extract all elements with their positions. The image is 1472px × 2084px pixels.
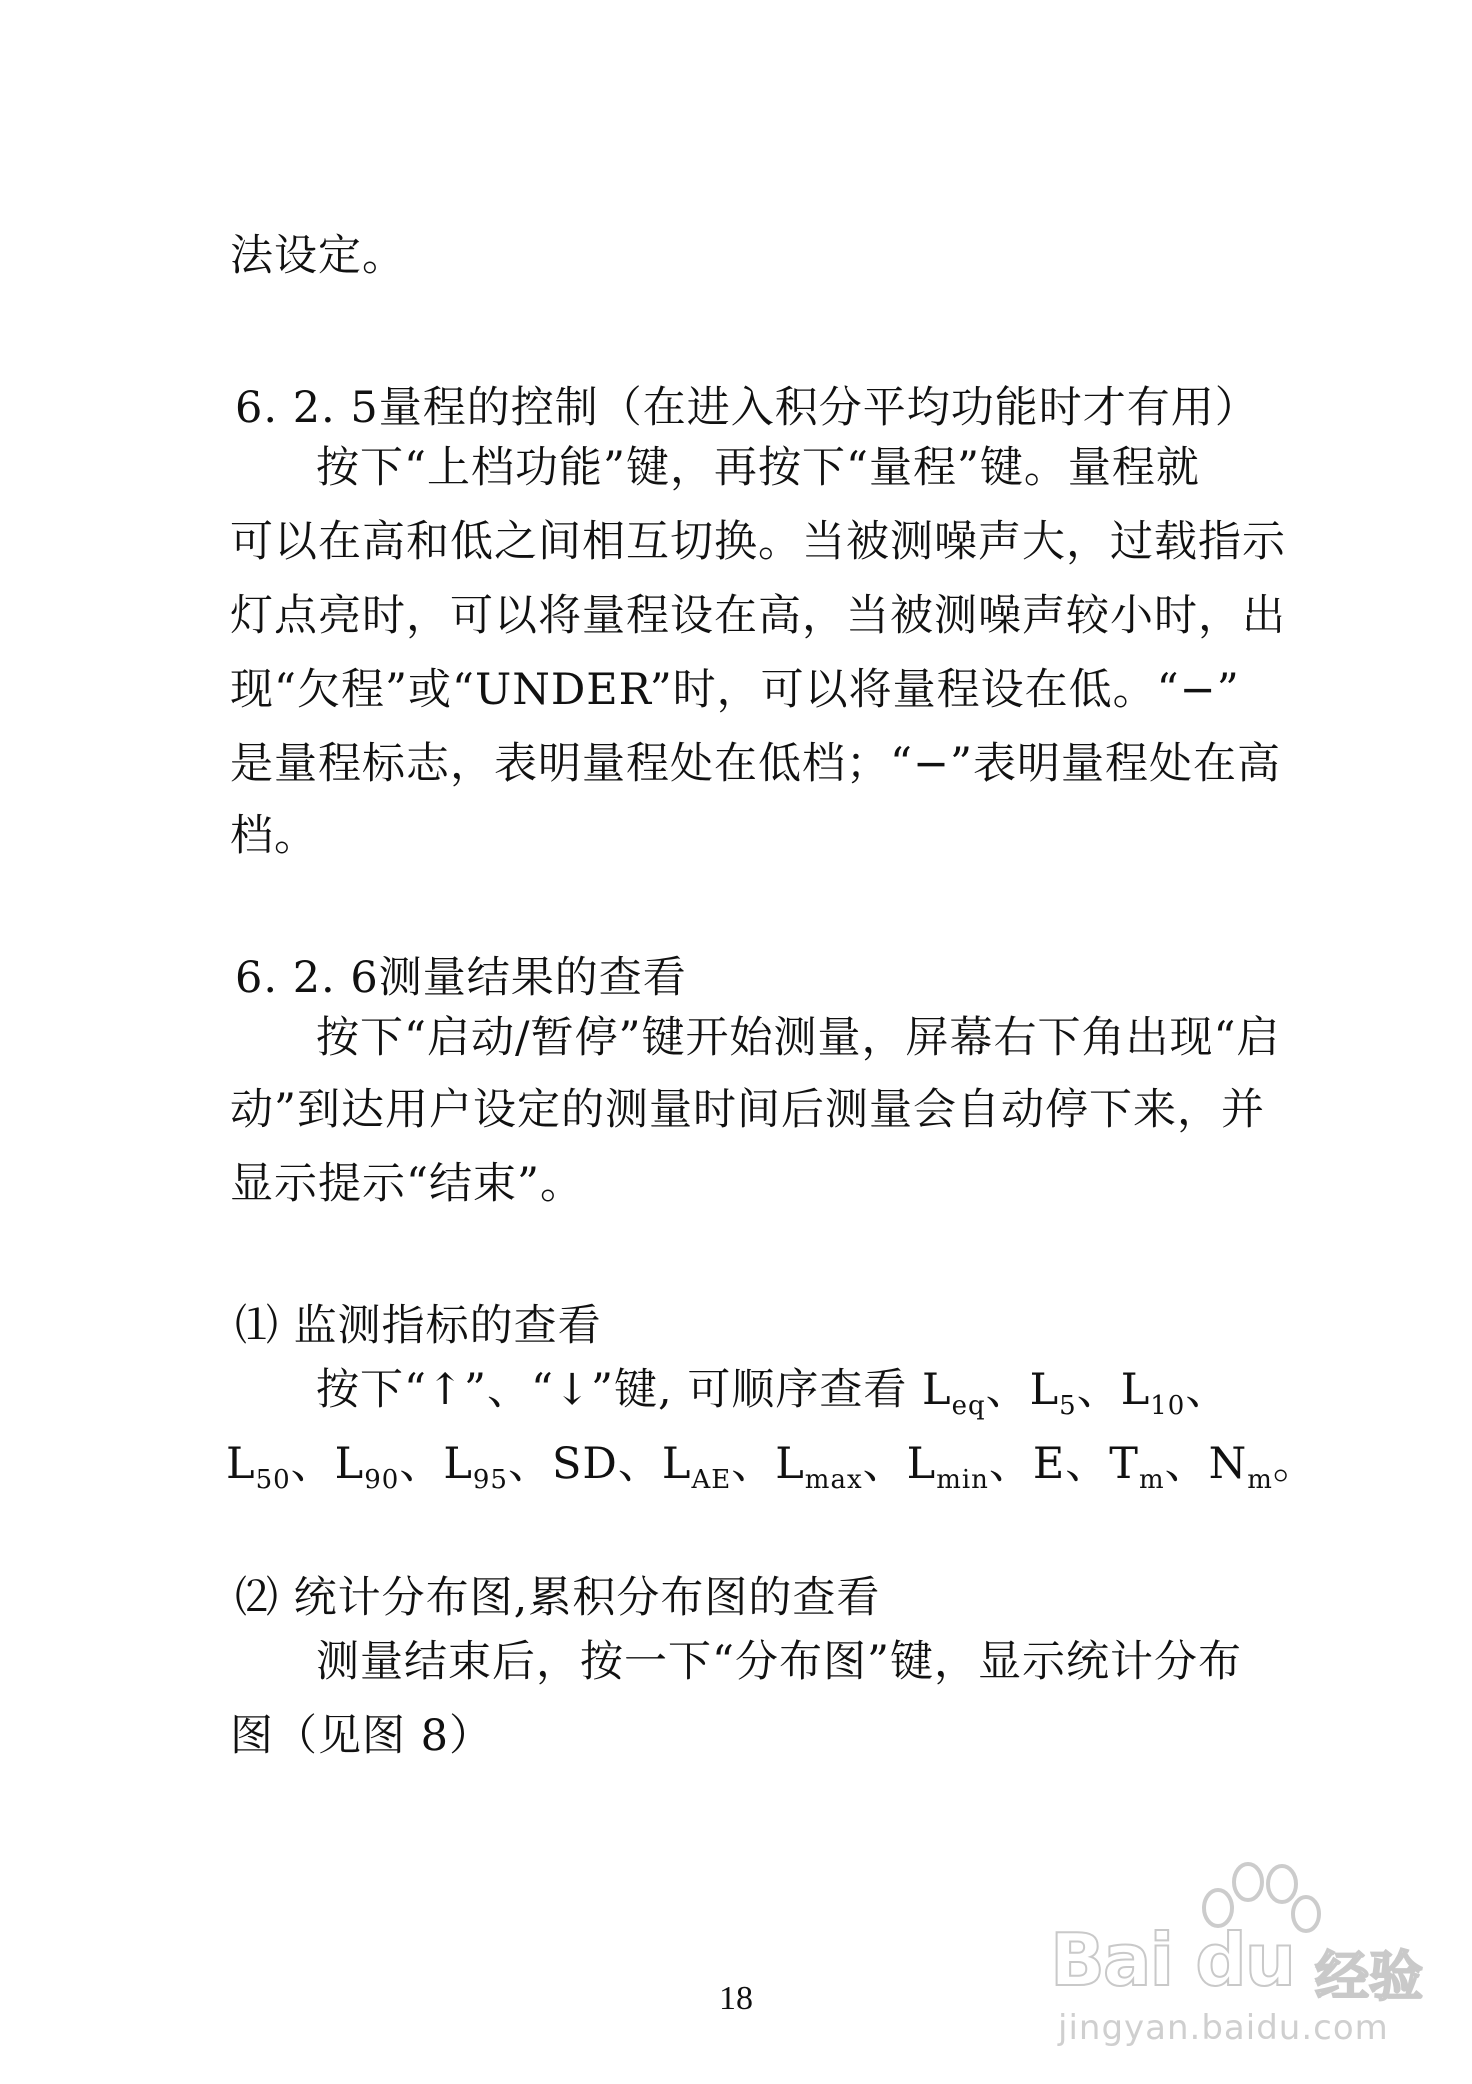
indicator-symbol: N [1208, 1439, 1248, 1489]
paragraph-line: 动”到达用户设定的测量时间后测量会自动停下来，并 [230, 1085, 1265, 1135]
indicator-item [922, 1365, 1030, 1421]
indicator-symbol: L [226, 1439, 256, 1489]
paragraph-line: 显示提示“结束”。 [230, 1159, 584, 1209]
paragraph-line: 是量程标志，表明量程处在低档；“−”表明量程处在高 [230, 739, 1281, 789]
indicator-item [1029, 1365, 1121, 1421]
subsection-heading-1: ⑴ 监测指标的查看 [235, 1301, 602, 1351]
paragraph-line: 现“欠程”或“UNDER”时，可以将量程设在低。“−” [230, 665, 1240, 715]
paragraph-line: 按下“上档功能”键，再按下“量程”键。量程就 [316, 443, 1200, 493]
paragraph-line: 测量结束后，按一下“分布图”键，显示统计分布 [316, 1637, 1242, 1687]
paragraph-line: 法设定。 [230, 231, 406, 281]
indicator-subscript: m [1138, 1465, 1165, 1495]
indicator-symbol: L [906, 1439, 937, 1489]
indicator-item [1120, 1365, 1230, 1421]
indicator-item [226, 1439, 335, 1495]
indicator-symbol: L [922, 1365, 952, 1415]
indicator-subscript: 95 [472, 1465, 508, 1495]
paragraph-line: 按下“启动/暂停”键开始测量，屏幕右下角出现“启 [316, 1013, 1281, 1063]
indicator-item [1109, 1439, 1209, 1495]
indicator-symbol: SD [551, 1439, 618, 1489]
indicator-symbol: T [1109, 1439, 1139, 1489]
indicator-separator: 、 [985, 1365, 1030, 1415]
indicator-symbol: L [775, 1439, 805, 1489]
indicator-line-1 [316, 1362, 1346, 1421]
indicator-subscript: min [936, 1465, 989, 1495]
indicator-subscript: 90 [364, 1465, 400, 1495]
indicator-item [661, 1439, 776, 1495]
indicator-separator: 、 [507, 1439, 552, 1489]
indicator-separator: 、 [731, 1439, 776, 1489]
section-heading-6-2-5: 6. 2. 5量程的控制（在进入积分平均功能时才有用） [235, 383, 1259, 433]
indicator-item [443, 1439, 552, 1495]
indicator-separator: 、 [1076, 1365, 1121, 1415]
watermark-url: jingyan.baidu.com [1058, 2008, 1389, 2048]
indicator-list-1 [922, 1365, 1230, 1421]
indicator-subscript: 5 [1059, 1391, 1077, 1421]
indicator-item [775, 1439, 907, 1495]
indicator-separator: 。 [1272, 1439, 1317, 1489]
indicator-subscript: eq [951, 1391, 986, 1421]
indicator-line-2 [226, 1436, 1317, 1495]
indicator-subscript: AE [691, 1465, 732, 1495]
paragraph-line: 可以在高和低之间相互切换。当被测噪声大，过载指示 [230, 517, 1286, 567]
subsection-heading-2: ⑵ 统计分布图,累积分布图的查看 [235, 1573, 881, 1623]
watermark-label: 经验 [1315, 1945, 1423, 2008]
indicator-item [334, 1439, 444, 1495]
indicator-symbol: L [334, 1439, 365, 1489]
indicator-symbol: E [1032, 1439, 1066, 1489]
indicator-subscript: m [1247, 1465, 1273, 1495]
indicator-subscript: 10 [1150, 1391, 1186, 1421]
indicator-prefix: 按下“↑”、“↓”键, 可顺序查看 [316, 1365, 922, 1415]
indicator-separator: 、 [988, 1439, 1033, 1489]
indicator-separator: 、 [1164, 1439, 1209, 1489]
indicator-separator: 、 [399, 1439, 444, 1489]
indicator-separator: 、 [1065, 1439, 1110, 1489]
indicator-symbol: L [443, 1439, 473, 1489]
indicator-subscript: 50 [255, 1465, 291, 1495]
paragraph-line: 图（见图 8） [230, 1711, 494, 1761]
watermark-logo: Bai du [1050, 1918, 1295, 2002]
indicator-separator: 、 [617, 1439, 662, 1489]
indicator-item [552, 1439, 662, 1489]
paragraph-line: 档。 [230, 811, 318, 861]
indicator-separator: 、 [862, 1439, 907, 1489]
baidu-watermark [1050, 1860, 1423, 2060]
indicator-separator: 、 [1185, 1365, 1230, 1415]
indicator-separator: 、 [290, 1439, 335, 1489]
indicator-item [1208, 1439, 1317, 1495]
section-heading-6-2-6: 6. 2. 6测量结果的查看 [235, 953, 687, 1003]
indicator-item [906, 1439, 1033, 1495]
indicator-symbol: L [1029, 1365, 1060, 1415]
page-number: 18 [719, 1980, 753, 2017]
indicator-subscript: max [804, 1465, 863, 1495]
indicator-symbol: L [1120, 1365, 1151, 1415]
indicator-symbol: L [661, 1439, 692, 1489]
paragraph-line: 灯点亮时，可以将量程设在高，当被测噪声较小时，出 [230, 591, 1286, 641]
indicator-item [1033, 1439, 1109, 1489]
